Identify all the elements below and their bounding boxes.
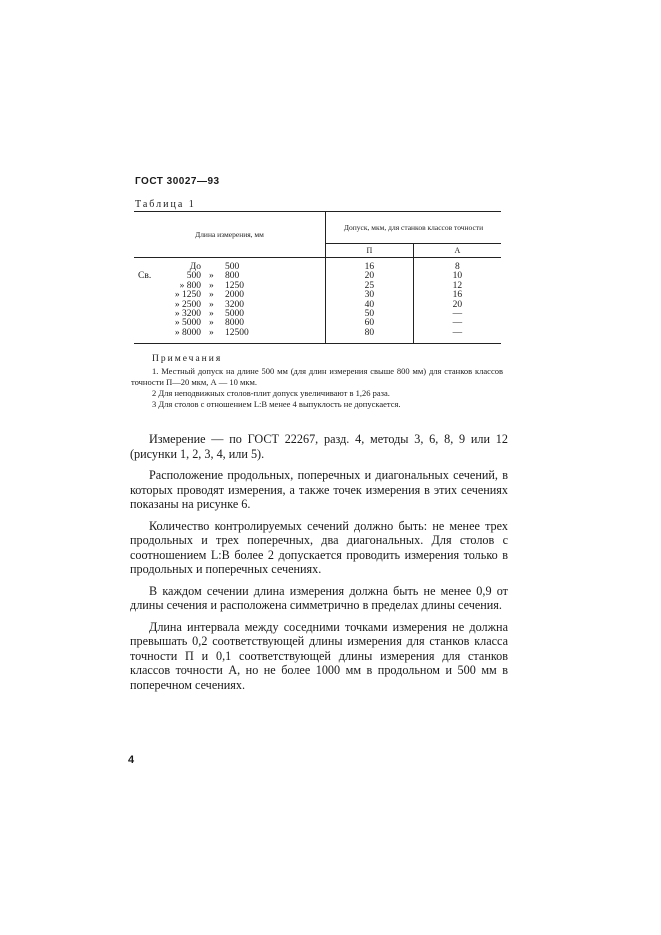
table-cell: 50 bbox=[364, 308, 375, 319]
document-header: ГОСТ 30027—93 bbox=[135, 176, 220, 187]
table-cell: 16 bbox=[452, 290, 463, 301]
table-caption: Таблица 1 bbox=[135, 199, 196, 210]
table-row: До 500 bbox=[189, 262, 240, 272]
table-row: » 1250 » 2000 bbox=[174, 290, 244, 301]
length-column-header: Длина измерения, мм bbox=[134, 212, 326, 258]
table-row: » 8000 » 12500 bbox=[174, 327, 249, 338]
class-p-header: П bbox=[326, 244, 414, 258]
table-row: Св. 500 » 800 bbox=[138, 271, 240, 282]
table-cell: 25 bbox=[364, 280, 375, 291]
note-item: 2 Для неподвижных столов-плит допуск увеличивают в 1,26 раза. bbox=[152, 388, 390, 398]
table-row: » 2500 » 3200 bbox=[174, 299, 244, 310]
table-row: » 800 » 1250 bbox=[179, 280, 244, 291]
table-row: » 5000 » 8000 bbox=[174, 318, 244, 329]
class-a-column bbox=[413, 258, 501, 344]
class-p-column bbox=[326, 258, 414, 344]
table-cell: 30 bbox=[364, 290, 375, 301]
table-row: » 3200 » 5000 bbox=[174, 308, 244, 319]
table-cell: 60 bbox=[364, 318, 375, 329]
paragraph: В каждом сечении длина измерения должна быть не менее 0,9 от длины сечения и расположена симметрично в пределах длины сечения. bbox=[130, 583, 508, 612]
page-number: 4 bbox=[128, 754, 135, 766]
table-cell: 20 bbox=[364, 271, 375, 282]
notes-title: Примечания bbox=[152, 354, 223, 364]
table-cell: 8 bbox=[455, 262, 460, 272]
length-column bbox=[134, 258, 326, 344]
paragraph: Измерение — по ГОСТ 22267, разд. 4, методы 3, 6, 8, 9 или 12 (рисунки 1, 2, 3, 4, или 5). bbox=[130, 432, 508, 461]
table-notes bbox=[131, 354, 503, 410]
table-cell: — bbox=[452, 308, 463, 319]
table-cell: 10 bbox=[452, 271, 463, 282]
table-cell: 20 bbox=[452, 299, 463, 310]
tolerance-table bbox=[134, 211, 501, 344]
table-cell: 12 bbox=[452, 280, 463, 291]
table-cell: 80 bbox=[364, 327, 375, 338]
class-a-header: А bbox=[413, 244, 501, 258]
paragraph: Длина интервала между соседними точками измерения не должна превышать 0,2 соответствующей длины измерения для станков класса точности П и 0,1 соответствующей длины измерения для станков классов точности А, но не более 1000 мм в продольном и 500 мм в поперечном сечениях. bbox=[130, 619, 508, 692]
body-text bbox=[130, 432, 508, 699]
table-cell: 40 bbox=[364, 299, 375, 310]
tolerance-column-header: Допуск, мкм, для станков классов точности bbox=[326, 212, 502, 244]
table-cell: — bbox=[452, 327, 463, 338]
note-item: 1. Местный допуск на длине 500 мм (для длин измерения свыше 800 мм) для станков классов точности П—20 мкм, А — 10 мкм. bbox=[131, 366, 503, 387]
note-item: 3 Для столов с отношением L:B менее 4 выпуклость не допускается. bbox=[152, 399, 401, 409]
paragraph: Расположение продольных, поперечных и диагональных сечений, в которых проводят измерения, а также точек измерения в этих сечениях показаны на рисунке 6. bbox=[130, 468, 508, 511]
table-cell: 16 bbox=[364, 262, 375, 272]
paragraph: Количество контролируемых сечений должно быть: не менее трех продольных и трех поперечных, два диагональных. Для столов с соотношением L:B более 2 допускается проводить измерения только в продольных и поперечных сечениях. bbox=[130, 518, 508, 576]
table-cell: — bbox=[452, 318, 463, 329]
